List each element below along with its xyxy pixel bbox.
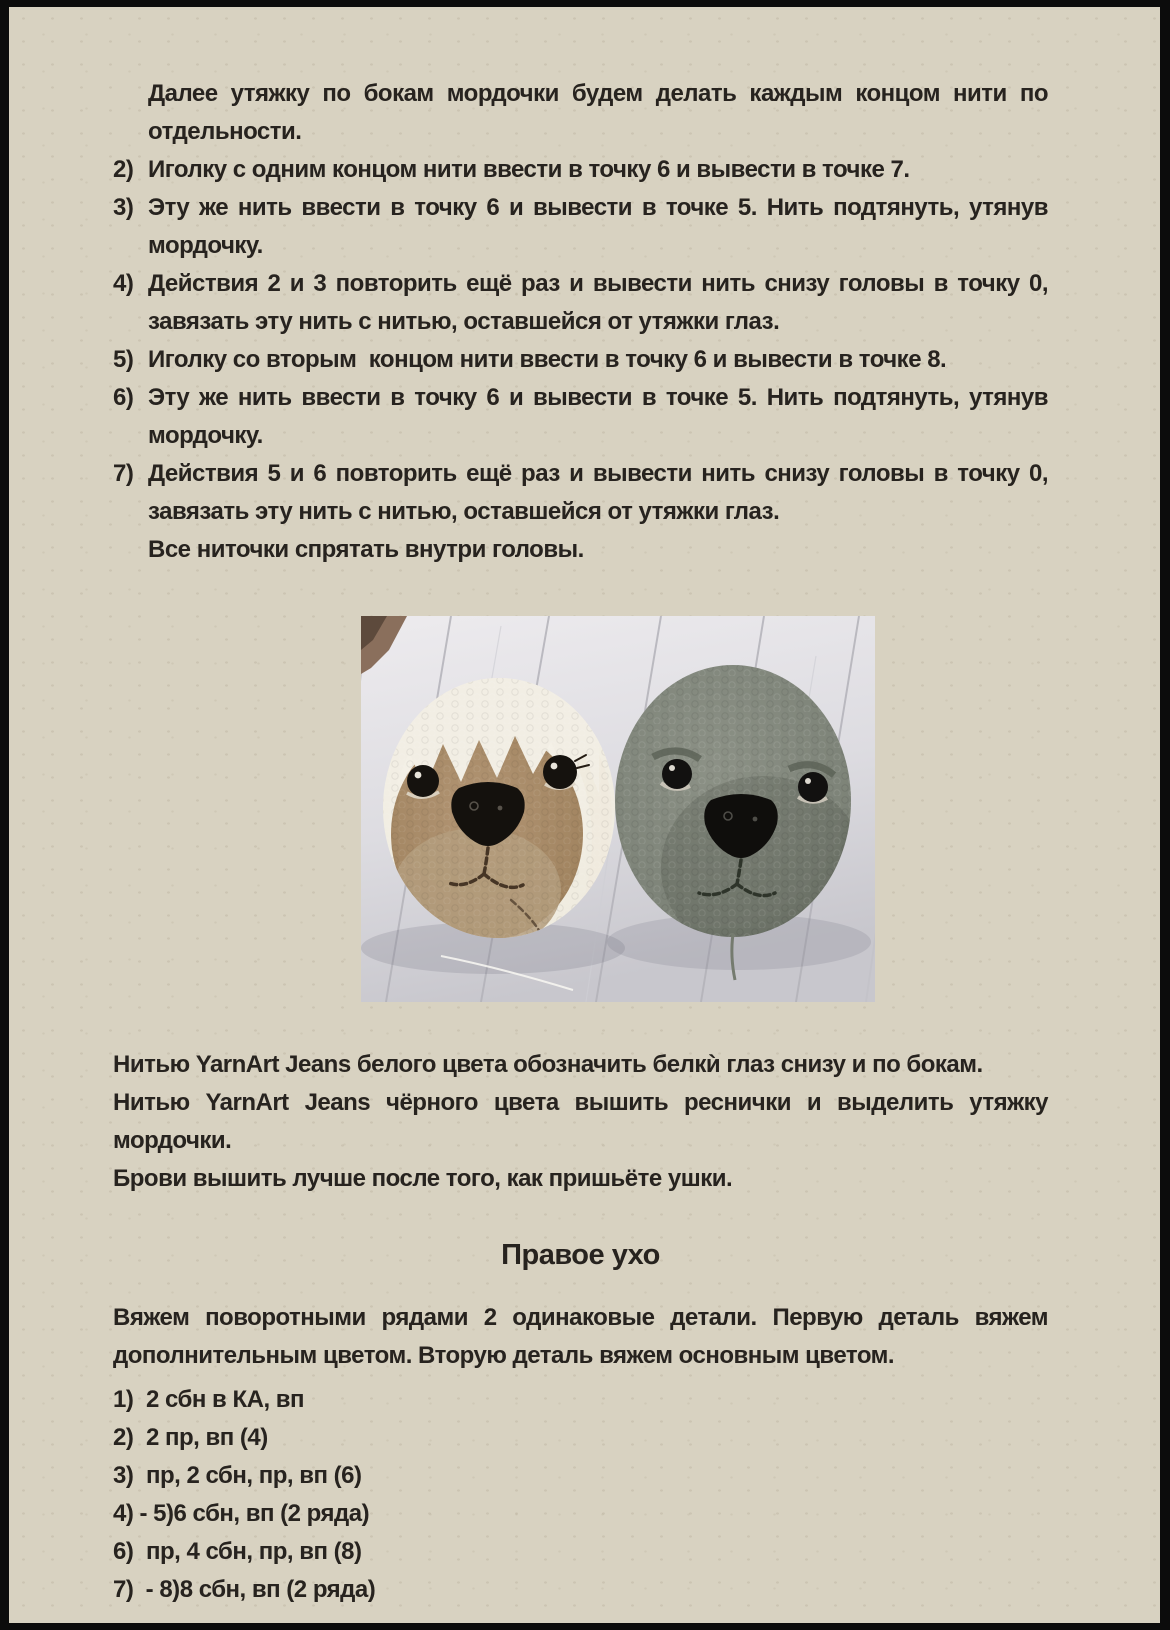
left-dog-right-eye <box>543 755 577 789</box>
step-text: Действия 2 и 3 повторить ещё раз и вывести нить снизу головы в точку 0, завязать эту нить с нитью, оставшейся от утяжки глаз. <box>148 270 1048 335</box>
ear-row-4-5 <box>113 1495 1048 1533</box>
intro-paragraph: Далее утяжку по бокам мордочки будем делать каждым концом нити по отдельности. <box>148 80 1048 145</box>
row-number: 2) <box>113 1424 134 1451</box>
step-text: Иголку со вторым концом нити ввести в точку 6 и вывести в точке 8. <box>148 346 947 373</box>
step-item-7 <box>113 455 1048 531</box>
step-item-4 <box>113 265 1048 341</box>
row-text: 2 пр, вп (4) <box>146 1424 268 1451</box>
note-white-yarn: Нитью YarnArt Jeans белого цвета обозначить белкѝ глаз снизу и по бокам. <box>113 1051 983 1078</box>
right-dog-right-eye <box>798 772 828 802</box>
page-content <box>113 75 1048 1609</box>
step-text: Эту же нить ввести в точку 6 и вывести в точке 5. Нить подтянуть, утянув мордочку. <box>148 194 1048 259</box>
row-text: 8 сбн, вп (2 ряда) <box>179 1576 376 1603</box>
ear-row-1 <box>113 1381 1048 1419</box>
row-number: 3) <box>113 1462 134 1489</box>
row-number: 1) <box>113 1386 134 1413</box>
row-text: 6 сбн, вп (2 ряда) <box>173 1500 370 1527</box>
ear-rows <box>113 1381 1048 1609</box>
dogs-photo <box>361 616 875 1002</box>
ear-row-3 <box>113 1457 1048 1495</box>
step-number: 5) <box>113 346 134 373</box>
row-number: 7) - 8) <box>113 1576 180 1603</box>
section-heading: Правое ухо <box>501 1239 660 1271</box>
step-item-2 <box>113 151 1048 189</box>
step-text: Иголку с одним концом нити ввести в точку 6 и вывести в точке 7. <box>148 156 910 183</box>
dogs-photo-image <box>361 616 875 1002</box>
step-text: Действия 5 и 6 повторить ещё раз и вывести нить снизу головы в точку 0, завязать эту нить с нитью, оставшейся от утяжки глаз. <box>148 460 1048 525</box>
left-dog-left-eye <box>407 765 439 797</box>
step-item-6 <box>113 379 1048 455</box>
ear-row-6 <box>113 1533 1048 1571</box>
step-item-5 <box>113 341 1048 379</box>
ear-row-2 <box>113 1419 1048 1457</box>
step-number: 6) <box>113 384 134 411</box>
right-dog-left-eye <box>662 759 692 789</box>
row-text: 2 сбн в КА, вп <box>146 1386 305 1413</box>
note-black-yarn: Нитью YarnArt Jeans чёрного цвета вышить реснички и выделить утяжку мордочки. <box>113 1089 1048 1154</box>
row-number: 6) <box>113 1538 134 1565</box>
outro-paragraph: Все ниточки спрятать внутри головы. <box>148 536 584 563</box>
document-page <box>9 7 1160 1623</box>
row-number: 4) - 5) <box>113 1500 174 1527</box>
note-brows: Брови вышить лучше после того, как пришьёте ушки. <box>113 1165 733 1192</box>
row-text: пр, 4 сбн, пр, вп (8) <box>146 1538 362 1565</box>
ear-row-7-8 <box>113 1571 1048 1609</box>
step-number: 2) <box>113 156 134 183</box>
step-number: 4) <box>113 270 134 297</box>
step-number: 7) <box>113 460 134 487</box>
row-text: пр, 2 сбн, пр, вп (6) <box>146 1462 362 1489</box>
step-item-3 <box>113 189 1048 265</box>
step-text: Эту же нить ввести в точку 6 и вывести в точке 5. Нить подтянуть, утянув мордочку. <box>148 384 1048 449</box>
yarn-notes <box>113 1046 1048 1198</box>
ear-intro-paragraph: Вяжем поворотными рядами 2 одинаковые детали. Первую деталь вяжем дополнительным цветом. Вторую деталь вяжем основным цветом. <box>113 1304 1048 1369</box>
step-number: 3) <box>113 194 134 221</box>
